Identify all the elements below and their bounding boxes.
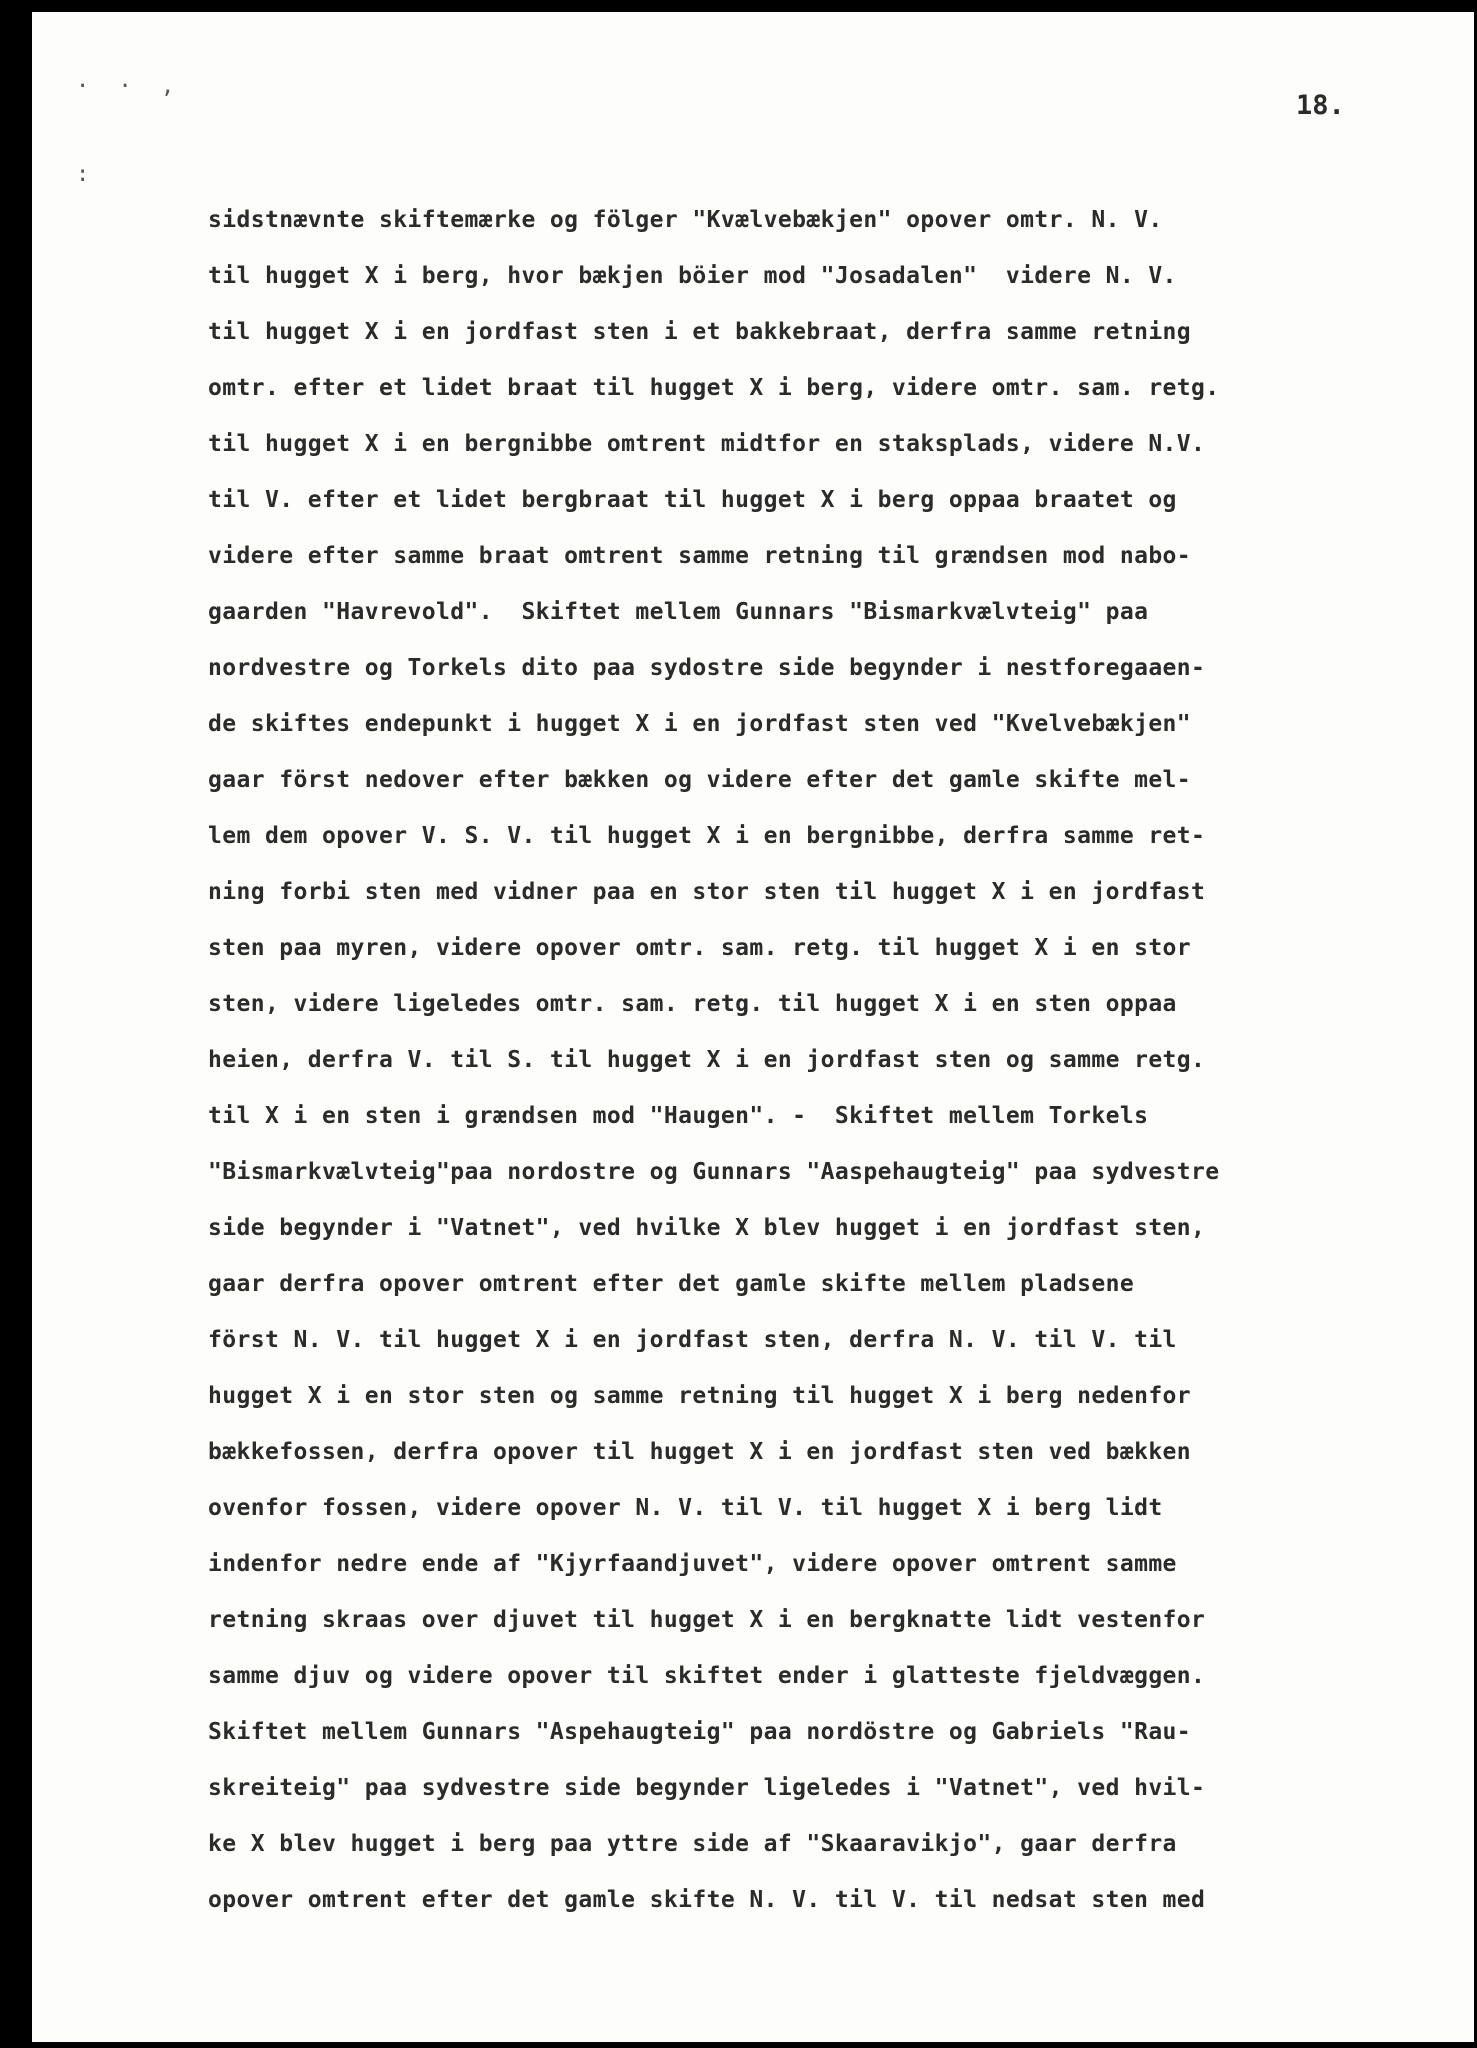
text-line-8: gaarden "Havrevold". Skiftet mellem Gunnars "Bismarkvælvteig" paa xyxy=(208,599,1149,625)
text-line-7: videre efter samme braat omtrent samme retning til grændsen mod nabo- xyxy=(208,543,1192,569)
text-line-25: indenfor nedre ende af "Kjyrfaandjuvet", videre opover omtrent samme xyxy=(208,1551,1177,1577)
text-line-29: skreiteig" paa sydvestre side begynder ligeledes i "Vatnet", ved hvil- xyxy=(208,1775,1206,1801)
scan-edge-marks: · · , xyxy=(76,74,183,99)
text-line-16: heien, derfra V. til S. til hugget X i en jordfast sten og samme retg. xyxy=(208,1047,1206,1073)
page-number: 18. xyxy=(1296,90,1345,121)
text-line-3: til hugget X i en jordfast sten i et bakkebraat, derfra samme retning xyxy=(208,319,1192,345)
text-line-23: bækkefossen, derfra opover til hugget X i en jordfast sten ved bækken xyxy=(208,1439,1192,1465)
text-line-9: nordvestre og Torkels dito paa sydostre side begynder i nestforegaaen- xyxy=(208,655,1206,681)
margin-mark: : xyxy=(76,162,90,187)
document-page xyxy=(32,12,1474,2042)
text-line-19: side begynder i "Vatnet", ved hvilke X blev hugget i en jordfast sten, xyxy=(208,1215,1206,1241)
text-line-18: "Bismarkvælvteig"paa nordostre og Gunnars "Aaspehaugteig" paa sydvestre xyxy=(208,1159,1220,1185)
text-line-21: först N. V. til hugget X i en jordfast sten, derfra N. V. til V. til xyxy=(208,1327,1177,1353)
text-line-26: retning skraas over djuvet til hugget X i en bergknatte lidt vestenfor xyxy=(208,1607,1206,1633)
text-line-10: de skiftes endepunkt i hugget X i en jordfast sten ved "Kvelvebækjen" xyxy=(208,711,1192,737)
text-line-2: til hugget X i berg, hvor bækjen böier mod "Josadalen" videre N. V. xyxy=(208,263,1177,289)
text-line-14: sten paa myren, videre opover omtr. sam. retg. til hugget X i en stor xyxy=(208,935,1192,961)
typed-text-body xyxy=(208,192,1448,1928)
text-line-24: ovenfor fossen, videre opover N. V. til V. til hugget X i berg lidt xyxy=(208,1495,1163,1521)
text-line-13: ning forbi sten med vidner paa en stor sten til hugget X i en jordfast xyxy=(208,879,1206,905)
text-line-1: sidstnævnte skiftemærke og fölger "Kvælvebækjen" opover omtr. N. V. xyxy=(208,207,1163,233)
text-line-11: gaar först nedover efter bækken og videre efter det gamle skifte mel- xyxy=(208,767,1192,793)
text-line-5: til hugget X i en bergnibbe omtrent midtfor en staksplads, videre N.V. xyxy=(208,431,1206,457)
text-line-27: samme djuv og videre opover til skiftet ender i glatteste fjeldvæggen. xyxy=(208,1663,1206,1689)
text-line-30: ke X blev hugget i berg paa yttre side af "Skaaravikjo", gaar derfra xyxy=(208,1831,1177,1857)
text-line-6: til V. efter et lidet bergbraat til hugget X i berg oppaa braatet og xyxy=(208,487,1177,513)
text-line-22: hugget X i en stor sten og samme retning til hugget X i berg nedenfor xyxy=(208,1383,1192,1409)
text-line-12: lem dem opover V. S. V. til hugget X i en bergnibbe, derfra samme ret- xyxy=(208,823,1206,849)
text-line-17: til X i en sten i grændsen mod "Haugen". - Skiftet mellem Torkels xyxy=(208,1103,1149,1129)
text-line-28: Skiftet mellem Gunnars "Aspehaugteig" paa nordöstre og Gabriels "Rau- xyxy=(208,1719,1192,1745)
text-line-15: sten, videre ligeledes omtr. sam. retg. til hugget X i en sten oppaa xyxy=(208,991,1177,1017)
text-line-20: gaar derfra opover omtrent efter det gamle skifte mellem pladsene xyxy=(208,1271,1135,1297)
text-line-4: omtr. efter et lidet braat til hugget X i berg, videre omtr. sam. retg. xyxy=(208,375,1220,401)
text-line-31: opover omtrent efter det gamle skifte N. V. til V. til nedsat sten med xyxy=(208,1887,1206,1913)
